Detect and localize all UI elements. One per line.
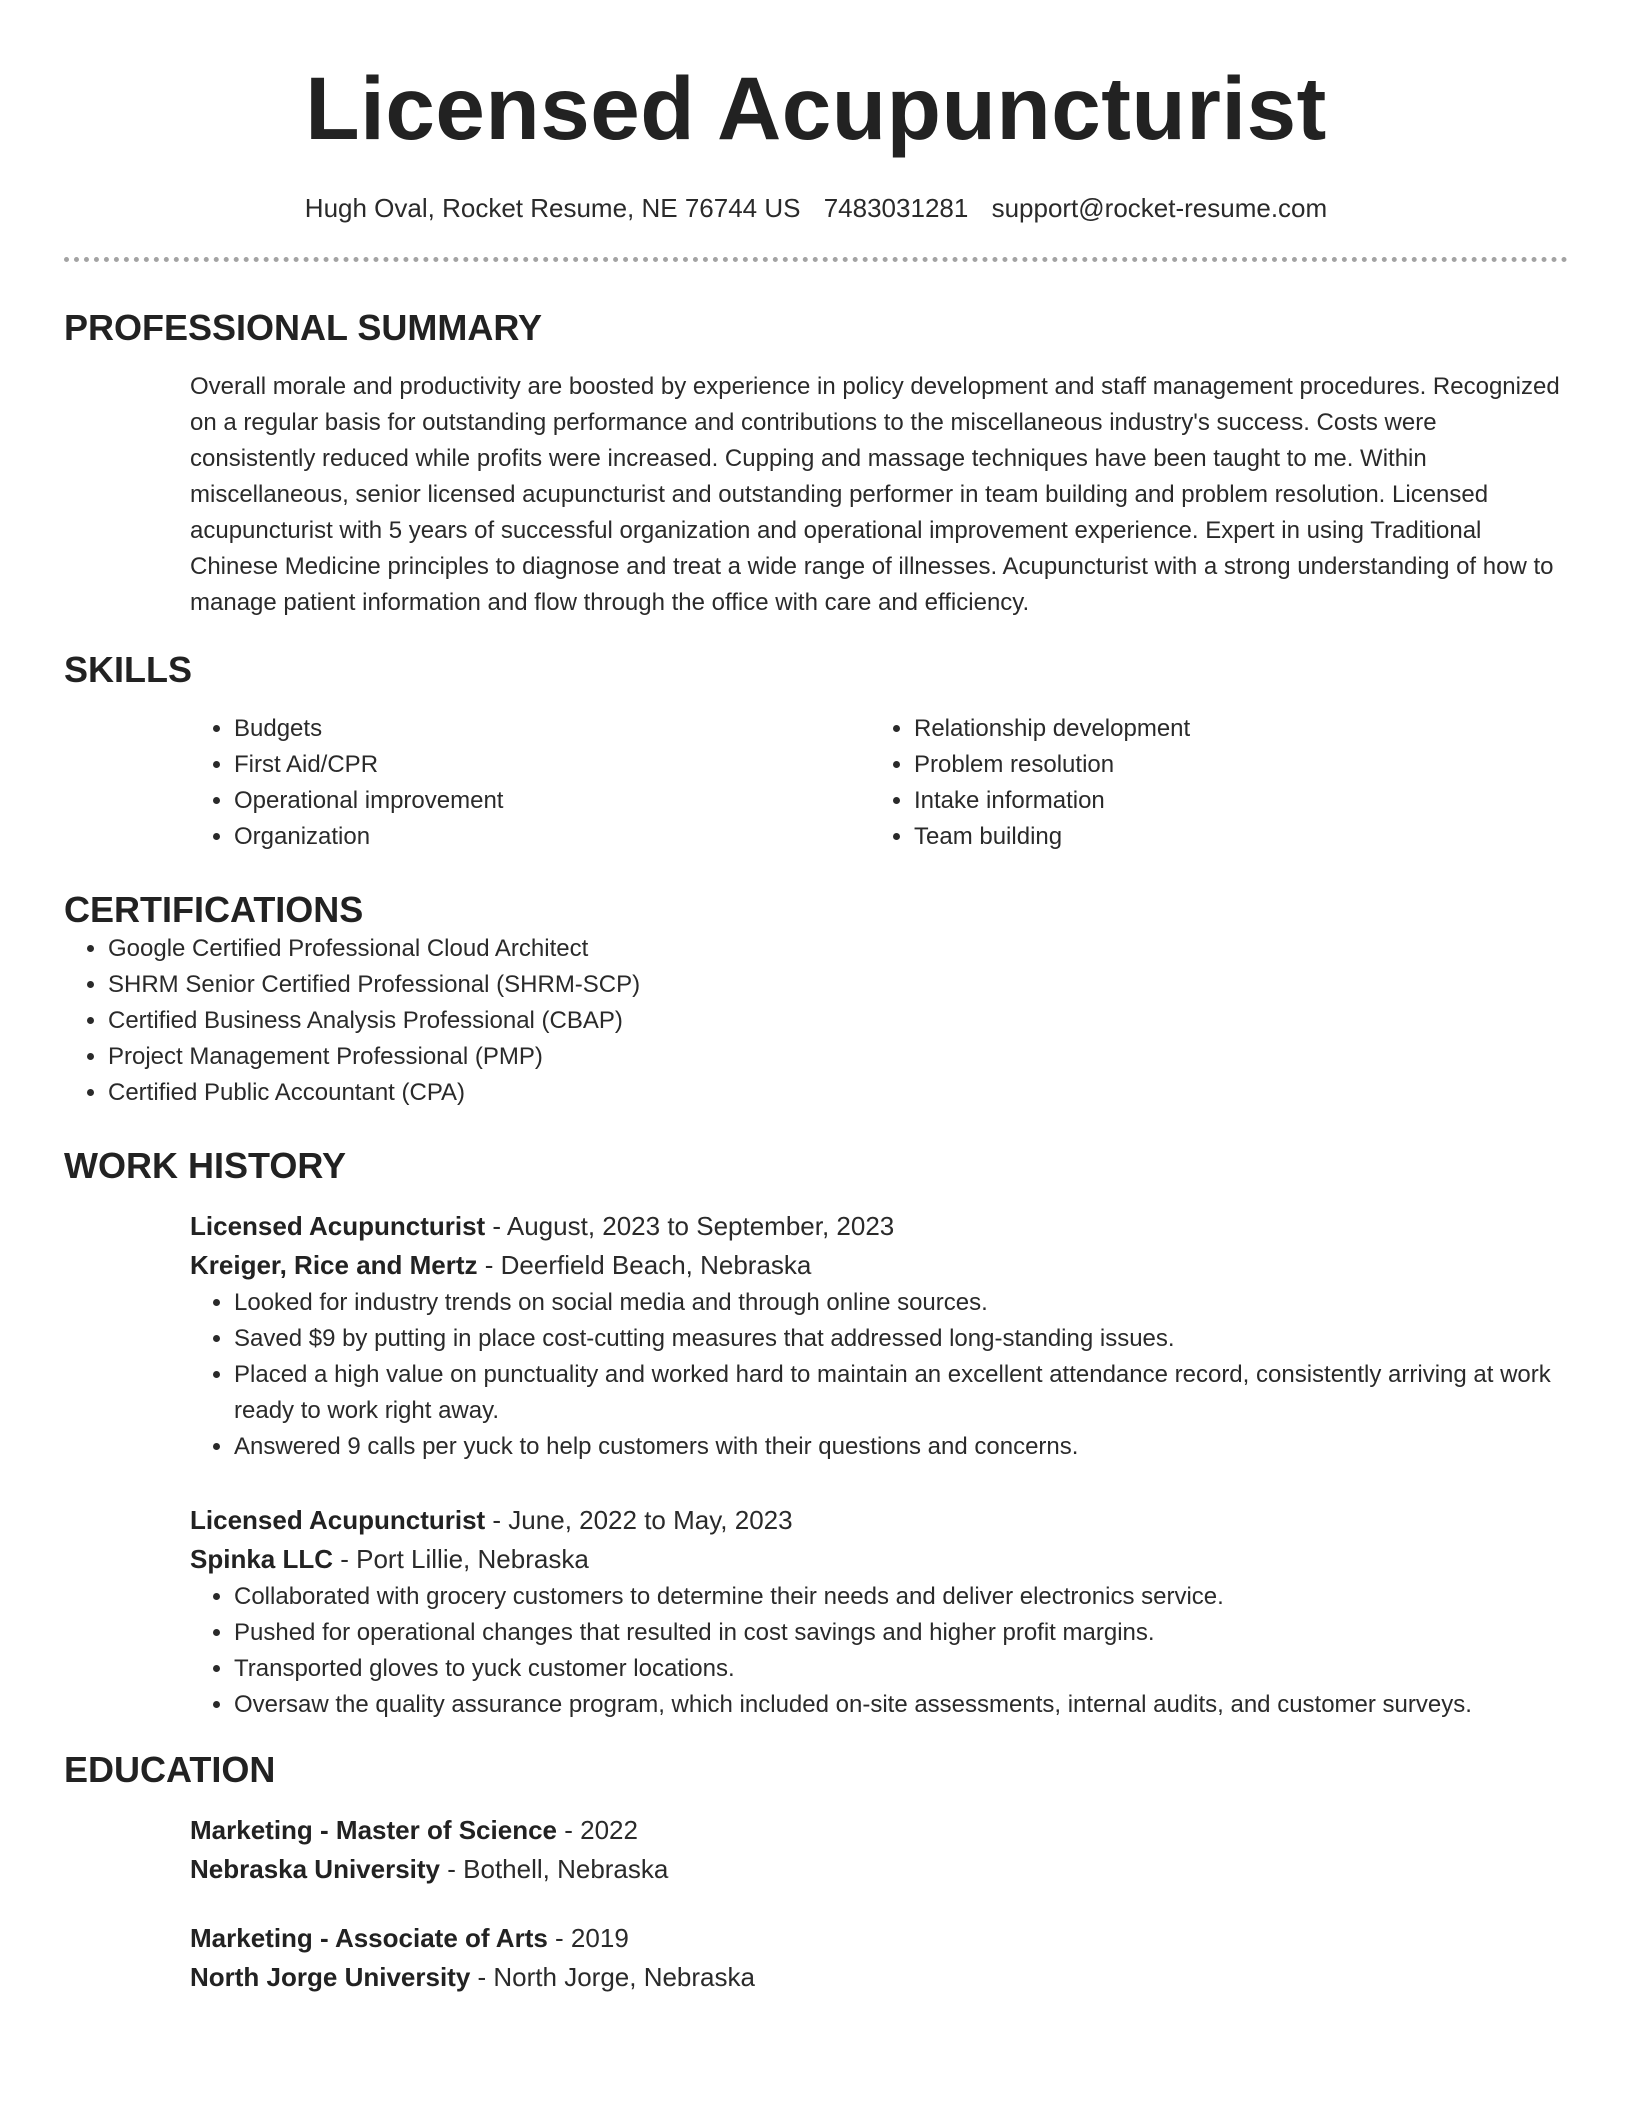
skill-item: • Budgets — [234, 711, 870, 747]
skills-section — [64, 649, 1568, 855]
education-school: North Jorge University — [190, 1962, 471, 1992]
education-degree-line — [190, 1811, 1568, 1850]
job-company-line — [190, 1540, 1568, 1579]
education-degree-line — [190, 1919, 1568, 1958]
summary-text: Overall morale and productivity are boosted by experience in policy development and staff management procedures. Recognized on a regular basis for outstanding performance and contributions to the miscellaneous industry's success. Costs were consistently reduced while profits were increased. Cupping and massage techniques have been taught to me. Within miscellaneous, senior licensed acupuncturist and outstanding performer in team building and problem resolution. Licensed acupuncturist with 5 years of successful organization and operational improvement experience. Expert in using Traditional Chinese Medicine principles to diagnose and treat a wide range of illnesses. Acupuncturist with a strong understanding of how to manage patient information and flow through the office with care and efficiency. — [190, 373, 1560, 616]
skill-item: • First Aid/CPR — [234, 747, 870, 783]
certification-item: • Certified Public Accountant (CPA) — [108, 1075, 1568, 1111]
job-bullet: • Answered 9 calls per yuck to help customers with their questions and concerns. — [234, 1429, 1568, 1465]
skills-heading: SKILLS — [64, 649, 193, 690]
skills-grid — [190, 711, 1568, 855]
skill-item: • Problem resolution — [914, 747, 1550, 783]
education-heading: EDUCATION — [64, 1749, 276, 1790]
job-company: Kreiger, Rice and Mertz — [190, 1250, 478, 1280]
skill-item: • Organization — [234, 819, 870, 855]
job-bullet: • Transported gloves to yuck customer locations. — [234, 1651, 1568, 1687]
header-divider — [64, 257, 1568, 262]
certification-item: • Project Management Professional (PMP) — [108, 1039, 1568, 1075]
job-entry — [190, 1501, 1568, 1723]
contact-address: Hugh Oval, Rocket Resume, NE 76744 US — [304, 193, 801, 223]
education-school-line — [190, 1958, 1568, 1997]
work-history-section — [64, 1145, 1568, 1723]
skill-item: • Intake information — [914, 783, 1550, 819]
education-section — [64, 1749, 1568, 1997]
job-bullet: • Placed a high value on punctuality and worked hard to maintain an excellent attendance record, consistently arriving at work ready to work right away. — [234, 1357, 1568, 1429]
job-title-line — [190, 1501, 1568, 1540]
skill-item: • Operational improvement — [234, 783, 870, 819]
skills-list-right — [870, 711, 1550, 855]
contact-email: support@rocket-resume.com — [991, 193, 1328, 223]
job-location: - Port Lillie, Nebraska — [333, 1544, 589, 1574]
certification-item: • SHRM Senior Certified Professional (SHRM-SCP) — [108, 967, 1568, 1003]
education-entry — [190, 1811, 1568, 1889]
certification-item: • Google Certified Professional Cloud Architect — [108, 931, 1568, 967]
education-school: Nebraska University — [190, 1854, 441, 1884]
skills-list-left — [190, 711, 870, 855]
skill-item: • Relationship development — [914, 711, 1550, 747]
job-company-line — [190, 1246, 1568, 1285]
job-dates: - June, 2022 to May, 2023 — [485, 1505, 793, 1535]
job-entry — [190, 1207, 1568, 1465]
job-role: Licensed Acupuncturist — [190, 1505, 486, 1535]
education-degree: Marketing - Associate of Arts — [190, 1923, 548, 1953]
summary-heading: PROFESSIONAL SUMMARY — [64, 307, 543, 348]
job-bullets — [190, 1285, 1568, 1465]
skill-item: • Team building — [914, 819, 1550, 855]
resume-name: Licensed Acupuncturist — [305, 58, 1327, 158]
job-title-line — [190, 1207, 1568, 1246]
contact-phone: 7483031281 — [823, 193, 969, 223]
summary-section — [64, 307, 1568, 621]
job-bullet: • Oversaw the quality assurance program, which included on-site assessments, internal audits, and customer surveys. — [234, 1687, 1568, 1723]
certifications-section — [64, 889, 1568, 1111]
job-bullet: • Collaborated with grocery customers to determine their needs and deliver electronics service. — [234, 1579, 1568, 1615]
resume-page — [64, 0, 1568, 1997]
education-entry — [190, 1919, 1568, 1997]
work-history-heading: WORK HISTORY — [64, 1145, 347, 1186]
job-location: - Deerfield Beach, Nebraska — [477, 1250, 812, 1280]
contact-line — [64, 192, 1568, 224]
education-school-line — [190, 1850, 1568, 1889]
education-year: - 2022 — [557, 1815, 638, 1845]
job-bullet: • Pushed for operational changes that resulted in cost savings and higher profit margins. — [234, 1615, 1568, 1651]
education-year: - 2019 — [547, 1923, 629, 1953]
job-company: Spinka LLC — [190, 1544, 334, 1574]
certifications-list — [64, 931, 1568, 1111]
education-location: - Bothell, Nebraska — [440, 1854, 669, 1884]
education-degree: Marketing - Master of Science — [190, 1815, 557, 1845]
job-dates: - August, 2023 to September, 2023 — [485, 1211, 895, 1241]
job-bullets — [190, 1579, 1568, 1723]
certifications-heading: CERTIFICATIONS — [64, 889, 364, 930]
job-role: Licensed Acupuncturist — [190, 1211, 486, 1241]
job-bullet: • Saved $9 by putting in place cost-cutting measures that addressed long-standing issues. — [234, 1321, 1568, 1357]
education-location: - North Jorge, Nebraska — [470, 1962, 755, 1992]
job-bullet: • Looked for industry trends on social media and through online sources. — [234, 1285, 1568, 1321]
certification-item: • Certified Business Analysis Professional (CBAP) — [108, 1003, 1568, 1039]
